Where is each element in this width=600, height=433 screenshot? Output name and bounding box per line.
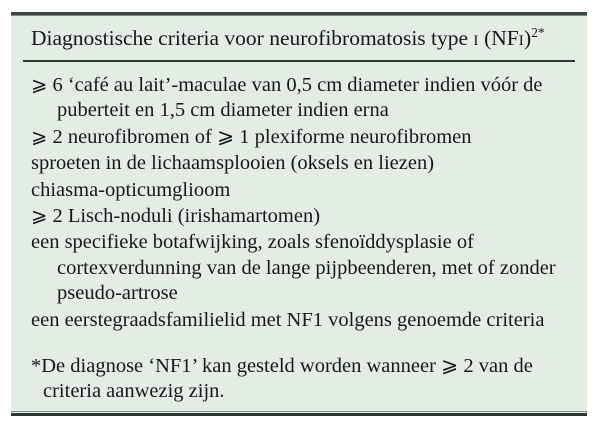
criterion-row bbox=[31, 150, 581, 176]
criterion-row bbox=[31, 307, 581, 333]
caption-roman-numeral-one-nf: i bbox=[518, 26, 525, 50]
criterion-row bbox=[31, 72, 581, 124]
criterion-text: 2 Lisch-noduli (irishamartomen) bbox=[52, 205, 321, 228]
criterion-text: 2 neurofibromen of ⩾ 1 plexiforme neurofibromen bbox=[52, 125, 472, 148]
caption-mid-text: (NF bbox=[478, 26, 519, 50]
criterion-row bbox=[31, 229, 581, 306]
criterion-row bbox=[31, 124, 581, 150]
caption-close-paren: ) bbox=[524, 26, 532, 50]
criterion-text: een eerstegraadsfamilielid met NF1 volgens genoemde criteria bbox=[31, 308, 545, 331]
table-bottom-rule bbox=[11, 413, 587, 416]
criterion-text: sproeten in de lichaamsplooien (oksels en liezen) bbox=[31, 152, 435, 175]
criterion-text: chiasma-opticumglioom bbox=[31, 178, 231, 201]
table-top-rule bbox=[11, 12, 587, 15]
greater-equal-icon: ⩾ bbox=[31, 204, 48, 228]
criterion-text: 6 ‘café au lait’-maculae van 0,5 cm diameter indien vóór de puberteit en 1,5 cm diameter indien erna bbox=[52, 74, 543, 122]
caption-lead-text: Diagnostische criteria voor neurofibromatosis type bbox=[31, 26, 474, 50]
table-body bbox=[11, 62, 587, 405]
table-footnote: *De diagnose ‘NF1’ kan gesteld worden wanneer ⩾ 2 van de criteria aanwezig zijn. bbox=[31, 355, 533, 403]
criteria-table bbox=[11, 12, 587, 416]
greater-equal-icon: ⩾ bbox=[31, 124, 48, 148]
criterion-row bbox=[31, 177, 581, 203]
greater-equal-icon: ⩾ bbox=[31, 73, 48, 96]
table-caption bbox=[11, 16, 587, 60]
caption-roman-numeral-one-type: i bbox=[473, 26, 479, 50]
criterion-text: een specifieke botafwijking, zoals sfenoïddysplasie of cortexverdunning van de lange pijpbeenderen, met of zonder pseudo-artrose bbox=[31, 231, 556, 305]
criterion-row bbox=[31, 203, 581, 229]
caption-reference-marker: 2* bbox=[531, 24, 545, 40]
